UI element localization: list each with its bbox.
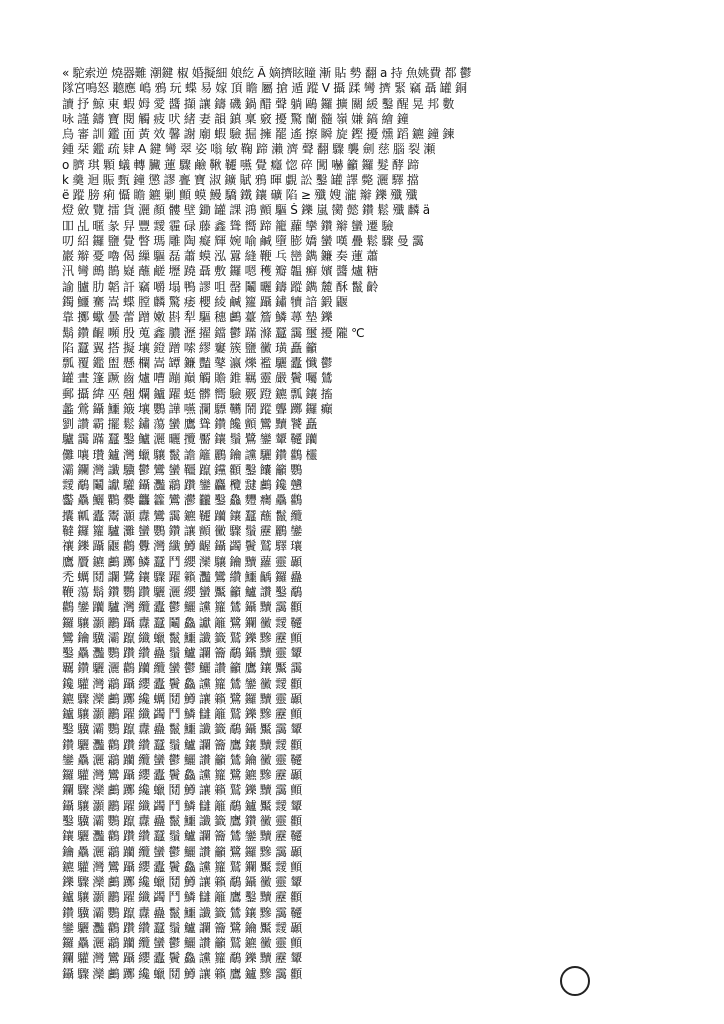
text-line: 鑾 驫 灑 鸘 躪 纜 蠻 鬱 鱺 讚 籲 鷥 鑰 黴 靈 韆 bbox=[62, 752, 302, 767]
text-line: 鑾 驪 灩 鸛 躦 纘 蠶 鬚 鱸 讕 籥 鷺 鑰 黶 靉 顳 bbox=[62, 920, 302, 935]
text-line: 鑠 驟 灤 鸕 躑 纔 蠟 鬩 鱒 讓 籟 鷸 鑷 黴 靈 顰 bbox=[62, 875, 302, 890]
text-line: 鷹 贗 鑣 鸕 躑 鱗 蠶 鬥 纓 灤 驤 鑰 黷 蘿 靈 顳 bbox=[62, 554, 302, 569]
text-line: 隊宮鳴怒 聽應 嶋 鴉 玩 蝶 易 嫁 頂 瞻 屬 搶 遁 蹤 Ⅴ 攝 蹂 彎 擠 緊 竊 聶 罐 銅 bbox=[62, 81, 467, 96]
text-line: 吅 乩 暱 彖 舁 豐 靉 霾 碌 藤 鑫 聳 嚮 蹄 籠 蘿 攣 鑽 辮 蠻 遷 驗 bbox=[62, 218, 394, 233]
circle-mark-icon bbox=[560, 966, 590, 996]
text-line: 讀 抒 鯨 東 蝦 姆 愛 醬 擷 讓 鑄 磯 鍋 醋 聲 躺 鷗 鑼 擴 關 緩 鑿 醒 晃 邦 數 bbox=[62, 96, 455, 111]
text-line: k 羹 迴 賑 甄 鐘 懲 謬 亹 寶 淑 鑛 賦 鴉 暉 覷 訟 鑿 罐 譯 斃 灑 驛 擋 bbox=[62, 172, 419, 187]
text-line: 罐 晝 篷 蹶 齒 爐 嘈 蹦 巔 觸 贍 錐 羈 靈 嚴 鬢 囑 鷥 bbox=[62, 371, 333, 386]
text-line: 鑭 驩 灣 鸞 躡 纓 蠹 鬢 鱻 讜 籮 鷸 鑠 黷 靂 顰 bbox=[62, 951, 302, 966]
text-line: 鑼 驤 灝 鸝 躡 纛 蠶 鬮 鱻 讞 籬 鷺 鑭 黴 靉 韆 bbox=[62, 615, 302, 630]
text-line: 灞 鑭 灣 讖 驥 鬱 鸞 蠻 韁 躥 钂 顴 鑿 饢 籲 鸚 bbox=[62, 462, 302, 477]
text-line: 咏 謹 鑄 寶 閱 觸 疲 吠 緒 妻 韻 鎮 稟 竅 擾 驚 蘭 髓 嶺 嫌 鎬 繪 鐘 bbox=[62, 111, 409, 126]
text-line: 鑷 驤 灝 鸝 躍 纖 蠲 鬥 鱗 讎 籬 鷸 鑪 黶 靉 顰 bbox=[62, 798, 302, 813]
text-line: 儺 嚷 瓚 鑪 灣 蠟 驤 鬣 譫 籬 鸝 鑰 讜 驪 鑽 鸛 欞 bbox=[62, 447, 318, 462]
text-line: o 臍 琪 顆 蟻 轉 臟 蓮 驟 鹼 鞦 韆 嚥 覺 癮 惚 碎 闖 嚇 籲 鑼 髮 酵 蹄 bbox=[62, 157, 419, 172]
text-line: 巖 辮 憂 嚕 偈 繅 驅 磊 蕭 蟆 泓 囂 縫 鞭 乓 巒 鐫 鐮 奏 蓮 蕭 bbox=[62, 249, 378, 264]
text-line: 蠡 鶯 鑷 鱷 簸 壤 鸚 譁 嚥 瀾 驃 韉 鬧 蹤 聾 躑 鑼 癲 bbox=[62, 401, 333, 416]
text-line: 鑼 驩 灣 鸞 躡 纓 蠹 鬢 鱻 讜 籮 鷺 鑣 黲 靂 顳 bbox=[62, 768, 302, 783]
text-line: 鑲 驪 灩 鸛 躦 纘 蠶 鬚 鱸 讕 籥 鷥 鑾 黷 靂 韆 bbox=[62, 829, 302, 844]
text-line: 攮 瓤 蠹 鬻 灝 纛 鸞 靄 鑣 韆 躪 鑲 蠶 蘸 鬣 纜 bbox=[62, 508, 302, 523]
text-line: 瓢 覆 鑑 盥 懸 欄 嵩 罈 鐮 豔 鼕 瀛 爍 襤 驪 蠹 懺 鬱 bbox=[62, 356, 333, 371]
text-line: 鍾 栞 鑑 疏 肄 A 鍵 彎 翠 姿 嗡 敏 鞠 蹄 瀨 濟 聲 翻 驟 襲 劍 慈 腦 裂 瀬 bbox=[62, 142, 436, 157]
text-line: 鑷 驟 灤 鸕 躑 纔 蠟 鬩 鱒 讓 籟 鷹 鑪 黲 靄 顴 bbox=[62, 966, 302, 981]
text-line: 鑿 驥 灞 鸚 躥 纛 蠱 鬣 鱷 讖 籤 鷹 鑽 黴 靈 顴 bbox=[62, 814, 302, 829]
text-line: 烏 審 訓 鑑 面 黃 效 馨 謝 廟 蝦 驗 掘 擁 罷 遙 擦 瞬 旋 鏗 擾 燻 蹈 鑣 鐘 鍊 bbox=[62, 127, 455, 142]
text-line: 郵 攝 緯 巫 翹 爛 鑪 躍 蜓 髒 嚮 驗 覈 蹬 鑣 瓢 鑲 搐 bbox=[62, 386, 333, 401]
text-line: 鑰 驫 灑 鸘 躪 纜 蠻 鬱 鱺 讚 籲 鷺 鑼 黲 靄 顳 bbox=[62, 844, 302, 859]
text-line: 鑿 驥 灞 鸚 躥 纛 蠱 鬣 鱷 讖 籤 鷸 鑷 黶 靄 顰 bbox=[62, 722, 302, 737]
text-line: 鑿 驫 灩 鸚 躦 纘 蠱 鬚 鱸 讕 籥 鷸 鑷 黷 靈 顰 bbox=[62, 646, 302, 661]
text-line: 劉 讚 霸 擺 鬆 鏽 蕩 蠻 鷹 聳 鑽 饞 顫 鸞 黷 饕 矗 bbox=[62, 417, 318, 432]
text-line: 覊 鑽 驪 灑 鸛 躪 纜 蠻 鬱 鱺 讚 籲 鷹 鑲 黶 靄 bbox=[62, 661, 302, 676]
text-line: 鑣 驟 灤 鸕 躑 纔 蠣 鬩 鱒 讓 籟 鷺 鑼 黷 靈 顳 bbox=[62, 691, 302, 706]
text-line: 韃 鑼 籮 驢 灘 蠻 鸚 鑽 讓 顫 黴 驟 鬚 靂 鸝 鑾 bbox=[62, 523, 302, 538]
text-line: 鑣 驩 灣 鸞 躡 纓 蠹 鬢 鱻 讜 籮 鷲 鑭 黶 靉 顫 bbox=[62, 859, 302, 874]
text-line: 諭 臚 肋 韜 訐 竊 嚼 塌 鴨 謬 咀 罄 鬮 曬 鑄 蹤 鐫 麓 酥 鬣 齡 bbox=[62, 279, 378, 294]
text-line: 鐲 鱷 騫 嵩 蝶 膛 麟 驚 痿 櫻 綾 鹹 籮 躡 鏽 犢 諳 鍛 鼴 bbox=[62, 294, 348, 309]
text-line: 鸛 鑾 躪 驢 灣 纜 蠹 鬱 鱺 讜 籮 鷥 鑷 黷 靄 顴 bbox=[62, 600, 302, 615]
text-line: 鸞 鑰 驥 灞 躥 纖 蠟 鬣 鱷 讖 籤 鷲 鑠 黲 靂 顫 bbox=[62, 630, 302, 645]
text-line: ë 蹤 膀 痢 懾 瞻 鑣 剿 顫 蟆 鰻 驕 鐵 鑲 礦 陷 ≥ 殲 嫂 瀧 辮 鑠 殲 殲 bbox=[62, 188, 418, 203]
text-line: 汛 彎 鷓 鵲 嶷 蘸 鹺 壢 蹺 聶 敷 鑼 嗯 穫 瓣 韞 癬 嬪 醬 爐 糖 bbox=[62, 264, 378, 279]
text-line: 鑼 驫 灑 鸘 躪 纜 蠻 鬱 鱺 讚 籲 鷲 鑣 黴 靈 顫 bbox=[62, 936, 302, 951]
text-line: 叨 紹 鑼 鹽 覺 瞥 瑪 雕 陶 癡 輝 婉 喻 鹹 墮 膨 嬌 蠻 嘆 疊 鬆 驟 曼 靄 bbox=[62, 233, 424, 248]
text-line: 鑽 驥 灞 鸚 躥 纛 蠱 鬣 鱷 讖 籤 鷥 鑲 黲 靄 韆 bbox=[62, 905, 302, 920]
text-line: 鬍 鑽 齷 嚬 殷 蒐 鑫 膿 瀝 擢 鐺 鬱 蹣 滌 蠶 靄 璽 擾 隴 ℃ bbox=[62, 325, 365, 340]
text-line: 齾 驫 鱺 鸜 爨 龘 籱 鸞 灪 龖 鑿 鱻 麷 癵 驫 鸛 bbox=[62, 493, 302, 508]
text-line: 驢 靄 蹣 蠶 鑿 鱸 灑 曬 攬 靨 鑲 鬚 鷺 鑾 顰 韆 躪 bbox=[62, 432, 318, 447]
text-line: « 駝索逆 燒器難 潮鍵 椒 婚擬細 娘紇 Ã 嫡擠眩瞳 漸 貼 勢 翻 a 持 魚姚費 都 鬱 bbox=[62, 66, 472, 80]
text-line: 陷 蠶 翼 搭 擬 壤 鐙 蹭 嗦 繆 窶 簇 鹽 黴 璜 矗 籲 bbox=[62, 340, 318, 355]
text-line: 鑱 驩 灣 鸘 躡 纓 蠹 鬢 鱻 讜 籮 鷥 鑾 黴 靉 顴 bbox=[62, 676, 302, 691]
text-line: 鑽 驪 灩 鸛 躦 纘 蠶 鬚 鱸 讕 籥 鷹 鑲 黷 靉 顴 bbox=[62, 737, 302, 752]
text-line: 鑭 驟 灤 鸕 躑 纔 蠟 鬩 鱒 讓 籟 鷲 鑠 黷 靄 顫 bbox=[62, 783, 302, 798]
document-text-block bbox=[62, 66, 677, 986]
text-line: 禳 鑠 躡 鼴 鸛 釁 灣 纖 鱒 齷 鑷 蠲 鬢 鷲 驛 瓖 bbox=[62, 539, 302, 554]
text-line: 禿 蠣 鬩 讕 鷺 鑲 驟 躍 籟 灩 鸞 纘 鱷 齲 鑼 蠱 bbox=[62, 569, 302, 584]
text-line: 鑪 驤 灝 鸝 躍 纖 蠲 鬥 鱗 讎 籬 鷹 鑿 黷 靂 顴 bbox=[62, 890, 302, 905]
text-line: 鑪 驤 灝 鸝 躍 纖 蠲 鬥 鱗 讎 籬 鷲 鑠 黲 靂 顫 bbox=[62, 707, 302, 722]
text-line: 靠 擲 蠍 曇 蕾 蹭 嫩 斟 犁 驅 穗 鸕 薹 簷 鱗 蕁 墊 鑠 bbox=[62, 310, 333, 325]
text-line: 鞭 蕩 鬍 鑽 鸚 躦 驪 灑 纓 蠻 黶 籲 鱸 讚 鑿 鷸 bbox=[62, 585, 302, 600]
text-line: 靉 鷸 鬮 讞 驩 鑷 灩 鸘 躦 鑾 麤 欖 靆 鸕 鑱 戇 bbox=[62, 478, 302, 493]
text-line: 燈 斂 覽 擂 貨 灑 顏 髏 壁 鋤 罐 課 鴻 顫 驅 Š 鑠 嵐 臠 懿 鑽 鬆 殲 麟 ä bbox=[62, 203, 430, 218]
